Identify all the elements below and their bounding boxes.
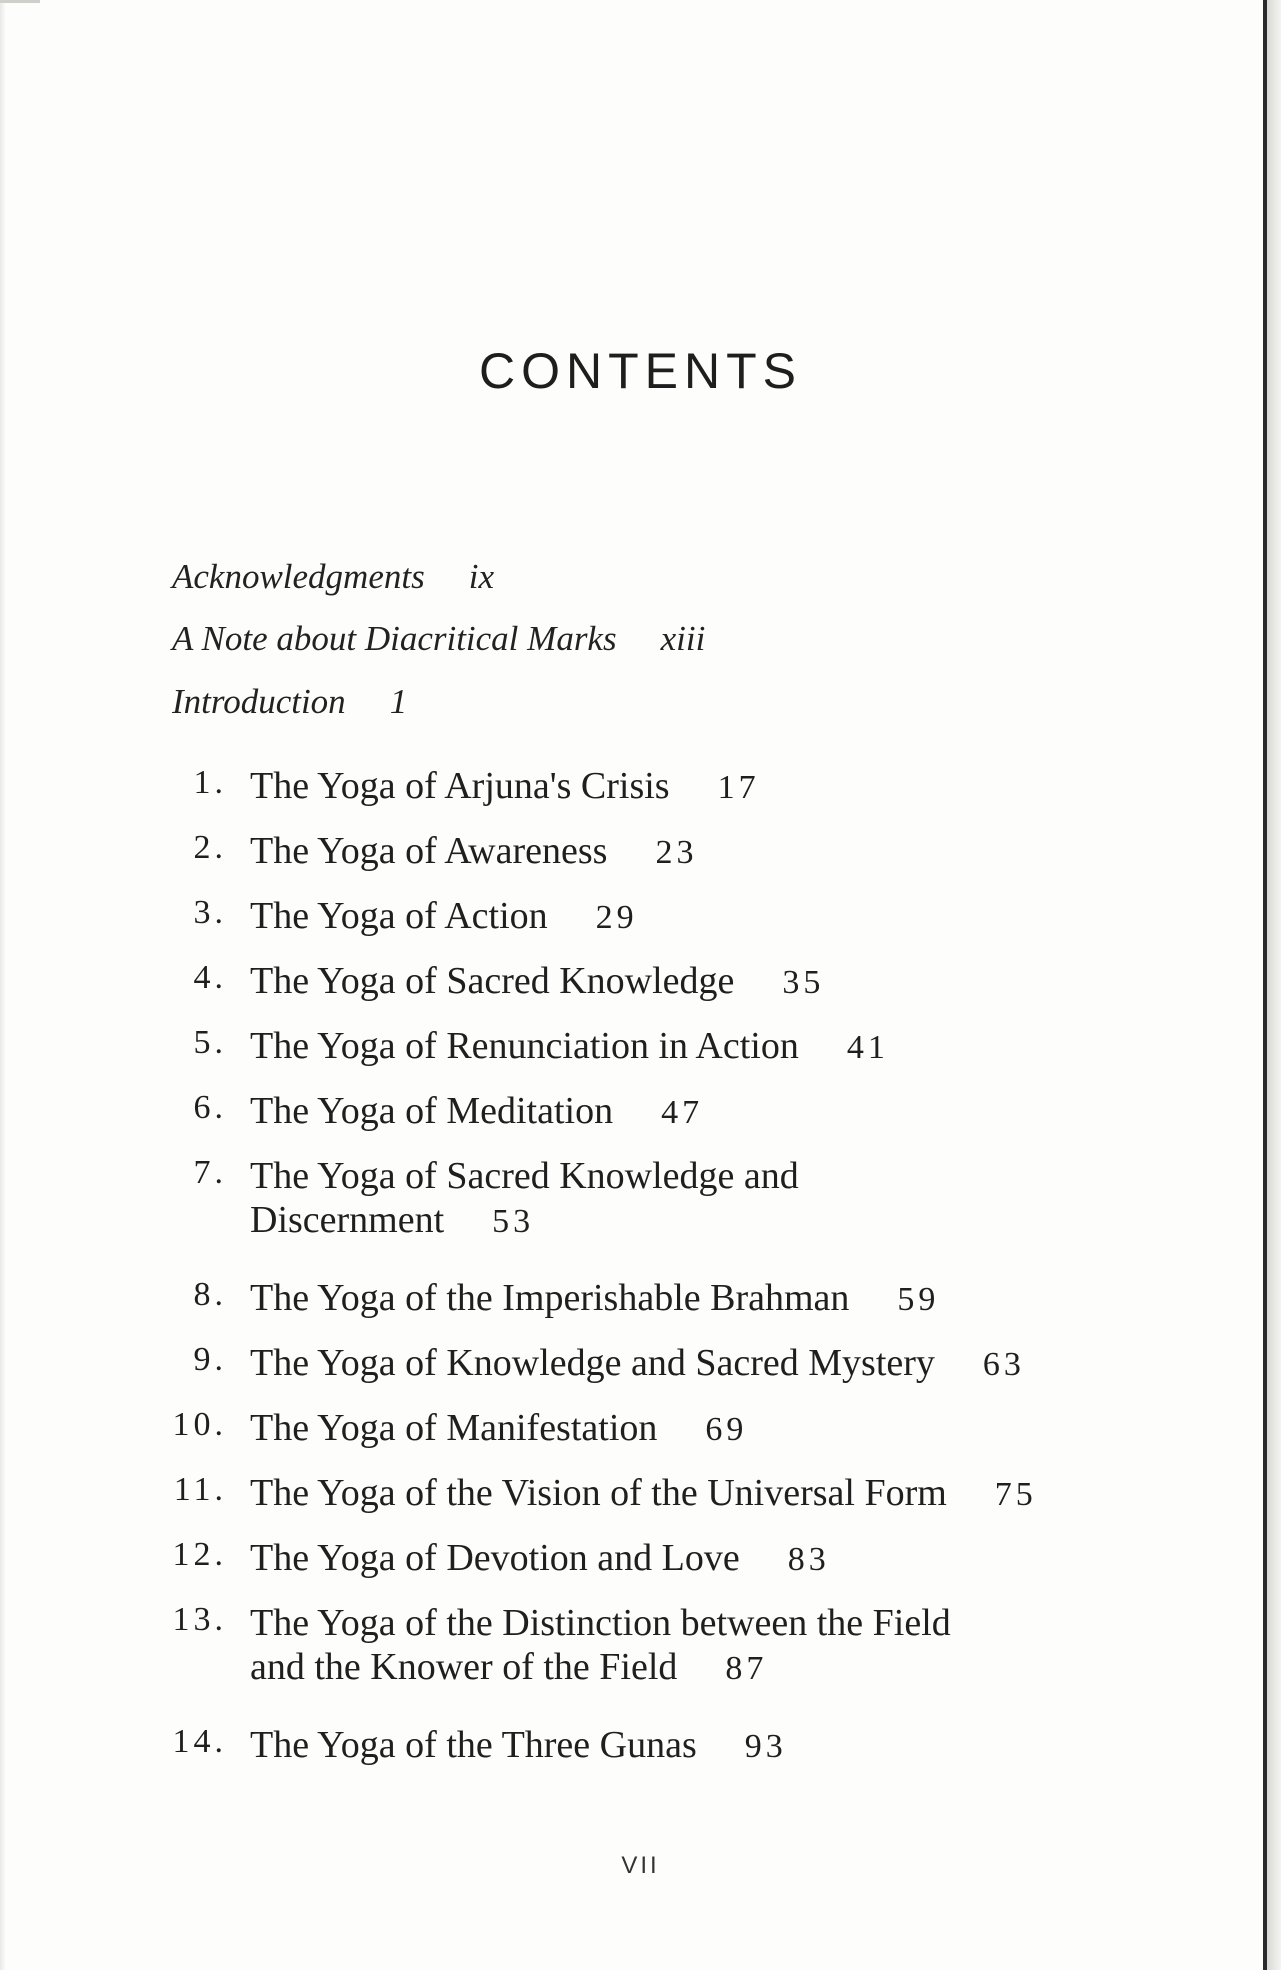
toc-entry-title: A Note about Diacritical Marks [172,619,617,658]
chapter-title: The Yoga of the Distinction between the Field [250,1602,951,1644]
chapter-number: 9. [193,1341,227,1378]
chapter-number: 10. [172,1406,227,1443]
chapter-title: The Yoga of the Three Gunas [250,1724,697,1766]
chapter-number: 5. [193,1024,227,1061]
chapter-page: 59 [897,1281,940,1318]
chapter-title: The Yoga of Knowledge and Sacred Mystery [250,1342,935,1384]
toc-entry-page: ix [468,557,494,596]
toc-front-entry-acknowledgments[interactable] [172,557,494,597]
toc-entry-page: xiii [660,619,706,658]
chapter-title: The Yoga of Awareness [250,830,608,872]
chapter-title-continued: and the Knower of the Field [250,1646,678,1688]
chapter-title-continued: Discernment [250,1199,445,1241]
chapter-title: The Yoga of the Imperishable Brahman [250,1277,850,1319]
chapter-title: The Yoga of Arjuna's Crisis [250,765,670,807]
page-number: VII [621,1852,660,1879]
chapter-page: 93 [744,1728,787,1765]
toc-front-entry-diacritical-note[interactable] [172,619,705,659]
chapter-number: 6. [193,1089,227,1126]
chapter-number: 14. [172,1723,227,1760]
toc-entry-title: Introduction [172,682,346,721]
chapter-title: The Yoga of Manifestation [250,1407,658,1449]
chapter-title: The Yoga of Sacred Knowledge and [250,1155,799,1197]
chapter-title: The Yoga of Renunciation in Action [250,1025,799,1067]
chapter-number: 13. [172,1601,227,1638]
chapter-page: 29 [595,899,638,936]
chapter-page: 47 [661,1094,704,1131]
chapter-page: 83 [787,1541,830,1578]
chapter-title: The Yoga of Meditation [250,1090,614,1132]
chapter-title: The Yoga of the Vision of the Universal Form [250,1472,947,1514]
contents-heading: CONTENTS [479,343,802,399]
chapter-number: 11. [173,1471,227,1508]
chapter-number: 4. [193,959,227,996]
chapter-page: 69 [705,1411,748,1448]
chapter-page: 63 [982,1346,1025,1383]
page-top-edge-mark [0,0,40,3]
chapter-number: 8. [193,1276,227,1313]
chapter-number: 3. [193,894,227,931]
chapter-page: 41 [846,1029,889,1066]
chapter-page: 53 [492,1203,535,1240]
page-left-edge [0,0,6,1970]
chapter-number: 2. [193,829,227,866]
toc-entry-title: Acknowledgments [172,557,425,596]
chapter-page: 35 [782,964,825,1001]
chapter-page: 23 [655,834,698,871]
page-edge-shadow [1267,0,1281,1970]
toc-front-entry-introduction[interactable] [172,682,407,722]
chapter-number: 12. [172,1536,227,1573]
chapter-number: 1. [193,764,227,801]
chapter-page: 87 [725,1650,768,1687]
toc-entry-page: 1 [389,682,408,721]
chapter-page: 17 [717,769,760,806]
chapter-number: 7. [193,1154,227,1191]
chapter-page: 75 [994,1476,1037,1513]
chapter-title: The Yoga of Sacred Knowledge [250,960,735,1002]
chapter-title: The Yoga of Action [250,895,548,937]
chapter-title: The Yoga of Devotion and Love [250,1537,740,1579]
